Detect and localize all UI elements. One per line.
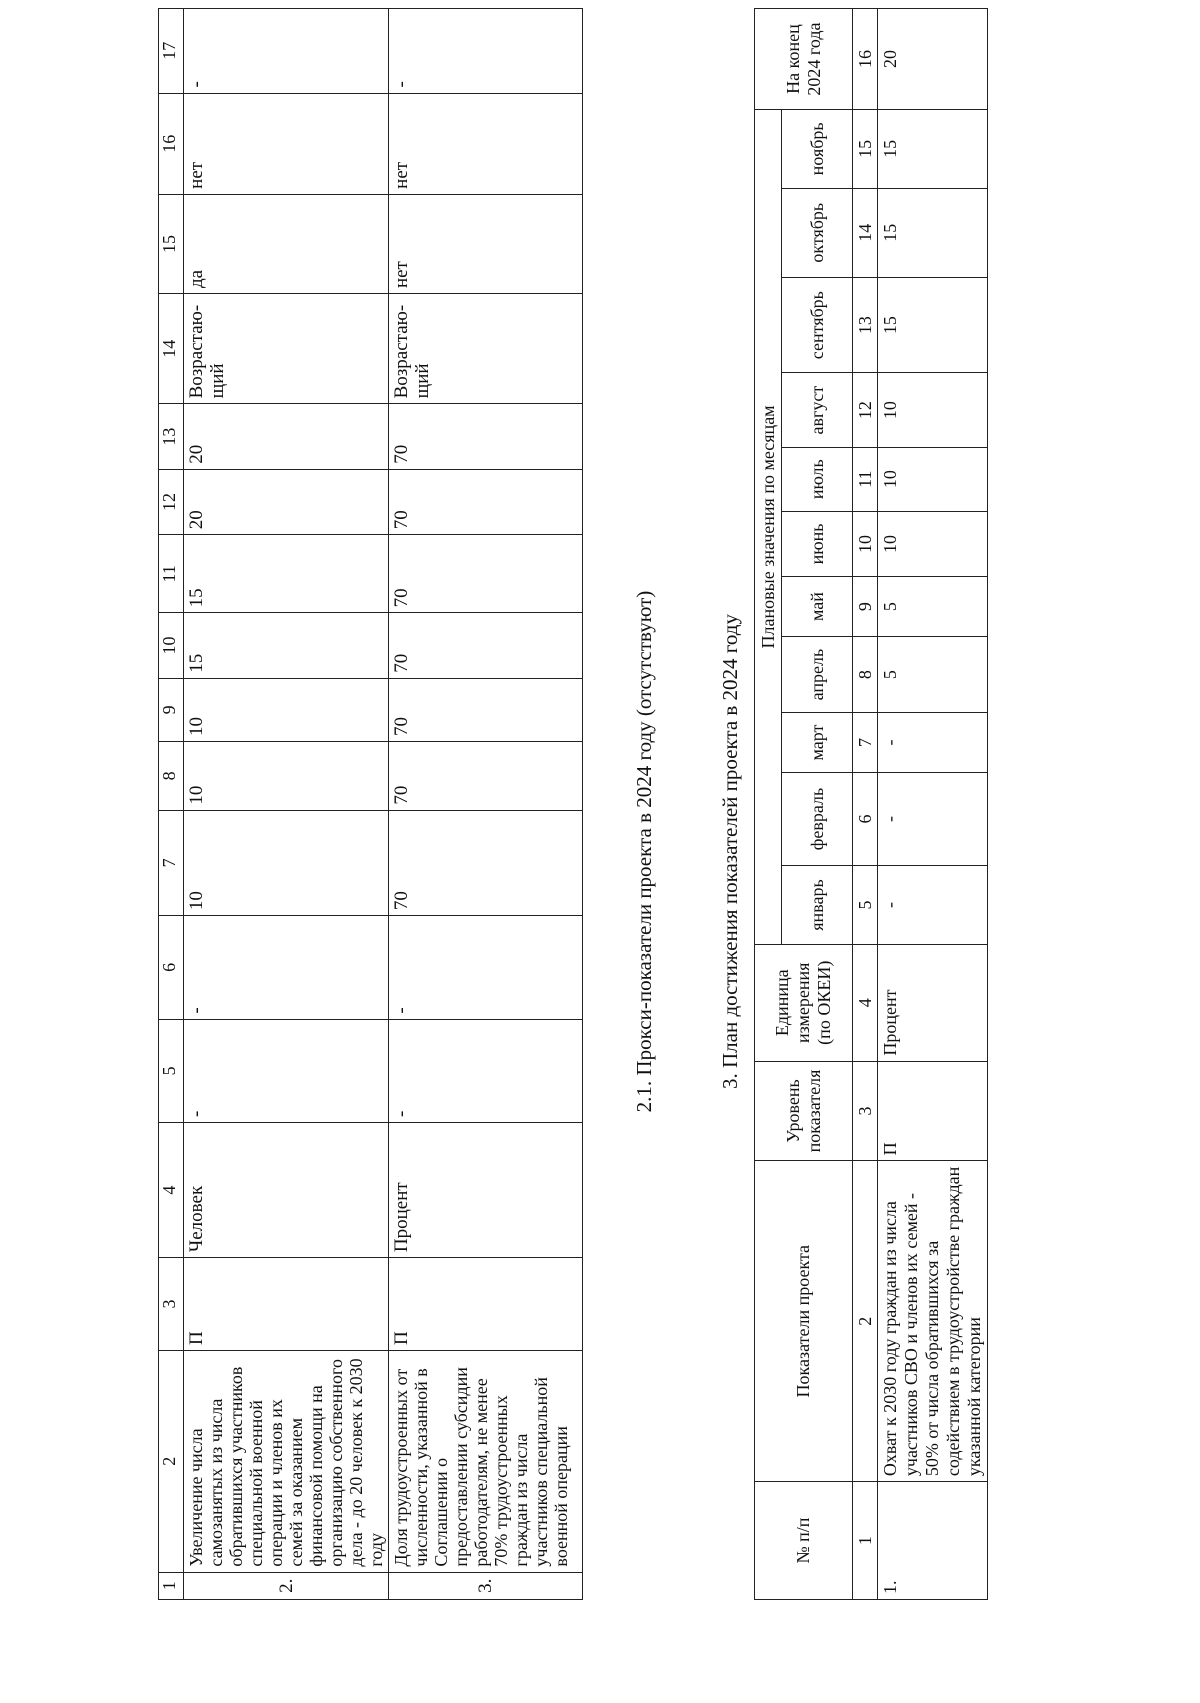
col-number: 6 xyxy=(159,916,184,1019)
header-row xyxy=(755,9,782,1600)
section-heading-plan: 3. План достижения показателей проекта в 2024 году xyxy=(718,614,742,1089)
col-number: 13 xyxy=(159,404,184,469)
col-number: 1 xyxy=(853,1482,878,1600)
col-number: 7 xyxy=(159,810,184,916)
cell-value: 15 xyxy=(184,613,389,678)
row-number: 2. xyxy=(184,1572,389,1599)
month-header: июль xyxy=(782,447,853,511)
header-level: Уровень показателя xyxy=(755,1061,853,1161)
month-value: - xyxy=(878,772,988,865)
month-header: июнь xyxy=(782,511,853,577)
col-number: 11 xyxy=(853,447,878,511)
col-number: 14 xyxy=(853,188,878,277)
col-number: 12 xyxy=(159,469,184,534)
cell-value: 70 xyxy=(389,742,583,811)
cell-value: - xyxy=(389,9,583,94)
indicator-unit: Процент xyxy=(389,1123,583,1258)
month-header: январь xyxy=(782,866,853,945)
header-planned: Плановые значения по месяцам xyxy=(755,110,782,945)
row-number: 3. xyxy=(389,1572,583,1599)
indicator-level: П xyxy=(184,1258,389,1351)
cell-value: 70 xyxy=(389,678,583,741)
month-header: сентябрь xyxy=(782,277,853,373)
table-row xyxy=(878,9,988,1600)
col-number: 7 xyxy=(853,713,878,772)
indicator-name: Доля трудоустроенных от численности, указанной в Соглашении о предоставлении субсидии работодателям, не менее 70% трудоустроенных граждан из числа участников специальной военной операции xyxy=(389,1350,583,1572)
plan-table xyxy=(754,8,988,1600)
month-header: август xyxy=(782,373,853,447)
month-header: май xyxy=(782,577,853,636)
month-value: 5 xyxy=(878,636,988,712)
header-end: На конец 2024 года xyxy=(755,9,853,110)
col-number: 10 xyxy=(159,613,184,678)
end-value: 20 xyxy=(878,9,988,110)
cell-value: нет xyxy=(389,194,583,293)
col-number: 16 xyxy=(159,93,184,194)
col-number: 9 xyxy=(853,577,878,636)
trend-value: Возрастаю-щий xyxy=(389,294,583,404)
month-header: октябрь xyxy=(782,188,853,277)
month-value: 15 xyxy=(878,188,988,277)
header-name: Показатели проекта xyxy=(755,1161,853,1482)
col-number: 8 xyxy=(853,636,878,712)
month-value: - xyxy=(878,866,988,945)
col-number: 14 xyxy=(159,294,184,404)
header-unit: Единица измерения (по ОКЕИ) xyxy=(755,944,853,1061)
cell-value: да xyxy=(184,194,389,293)
cell-value: 70 xyxy=(389,535,583,613)
cell-value: нет xyxy=(184,93,389,194)
cell-value: - xyxy=(184,1019,389,1122)
col-number: 17 xyxy=(159,9,184,94)
cell-value: 10 xyxy=(184,810,389,916)
month-value: 10 xyxy=(878,373,988,447)
month-header: февраль xyxy=(782,772,853,865)
col-number: 11 xyxy=(159,535,184,613)
month-header: март xyxy=(782,713,853,772)
indicator-level: П xyxy=(878,1061,988,1161)
col-number: 9 xyxy=(159,678,184,741)
cell-value: 70 xyxy=(389,613,583,678)
col-number: 5 xyxy=(853,866,878,945)
col-number: 8 xyxy=(159,742,184,811)
table-row xyxy=(184,9,389,1600)
col-number: 2 xyxy=(159,1350,184,1572)
cell-value: - xyxy=(389,916,583,1019)
header-num: № п/п xyxy=(755,1482,853,1600)
col-number: 3 xyxy=(159,1258,184,1351)
cell-value: 70 xyxy=(389,404,583,469)
cell-value: - xyxy=(389,1019,583,1122)
month-header: апрель xyxy=(782,636,853,712)
cell-value: нет xyxy=(389,93,583,194)
table-row xyxy=(389,9,583,1600)
cell-value: 70 xyxy=(389,810,583,916)
indicator-name: Увеличение числа самозанятых из числа обратившихся участников специальной военной операции и членов их семей за оказанием финансовой помощи на организацию собственного дела - до 20 человек к 2030 году xyxy=(184,1350,389,1572)
month-value: 15 xyxy=(878,110,988,189)
col-number: 4 xyxy=(853,944,878,1061)
col-number: 1 xyxy=(159,1572,184,1599)
indicator-level: П xyxy=(389,1258,583,1351)
cell-value: 20 xyxy=(184,469,389,534)
indicators-table-continued xyxy=(158,8,583,1600)
cell-value: - xyxy=(184,9,389,94)
section-heading-proxy: 2.1. Прокси-показатели проекта в 2024 году (отсутствуют) xyxy=(632,590,656,1113)
col-number: 15 xyxy=(853,110,878,189)
col-number: 5 xyxy=(159,1019,184,1122)
col-number: 4 xyxy=(159,1123,184,1258)
trend-value: Возрастаю-щий xyxy=(184,294,389,404)
cell-value: - xyxy=(184,916,389,1019)
column-number-row xyxy=(853,9,878,1600)
month-header: ноябрь xyxy=(782,110,853,189)
col-number: 16 xyxy=(853,9,878,110)
col-number: 10 xyxy=(853,511,878,577)
cell-value: 70 xyxy=(389,469,583,534)
month-value: 5 xyxy=(878,577,988,636)
col-number: 6 xyxy=(853,772,878,865)
month-value: 10 xyxy=(878,447,988,511)
col-number: 2 xyxy=(853,1161,878,1482)
row-number: 1. xyxy=(878,1482,988,1600)
cell-value: 10 xyxy=(184,742,389,811)
month-value: - xyxy=(878,713,988,772)
indicator-name: Охват к 2030 году граждан из числа участников СВО и членов их семей - 50% от числа обратившихся за содействием в трудоустройстве граждан указанной категории xyxy=(878,1161,988,1482)
month-value: 15 xyxy=(878,277,988,373)
col-number: 13 xyxy=(853,277,878,373)
col-number: 3 xyxy=(853,1061,878,1161)
col-number: 12 xyxy=(853,373,878,447)
cell-value: 15 xyxy=(184,535,389,613)
indicator-unit: Человек xyxy=(184,1123,389,1258)
column-number-row xyxy=(159,9,184,1600)
cell-value: 10 xyxy=(184,678,389,741)
col-number: 15 xyxy=(159,194,184,293)
cell-value: 20 xyxy=(184,404,389,469)
month-value: 10 xyxy=(878,511,988,577)
indicator-unit: Процент xyxy=(878,944,988,1061)
